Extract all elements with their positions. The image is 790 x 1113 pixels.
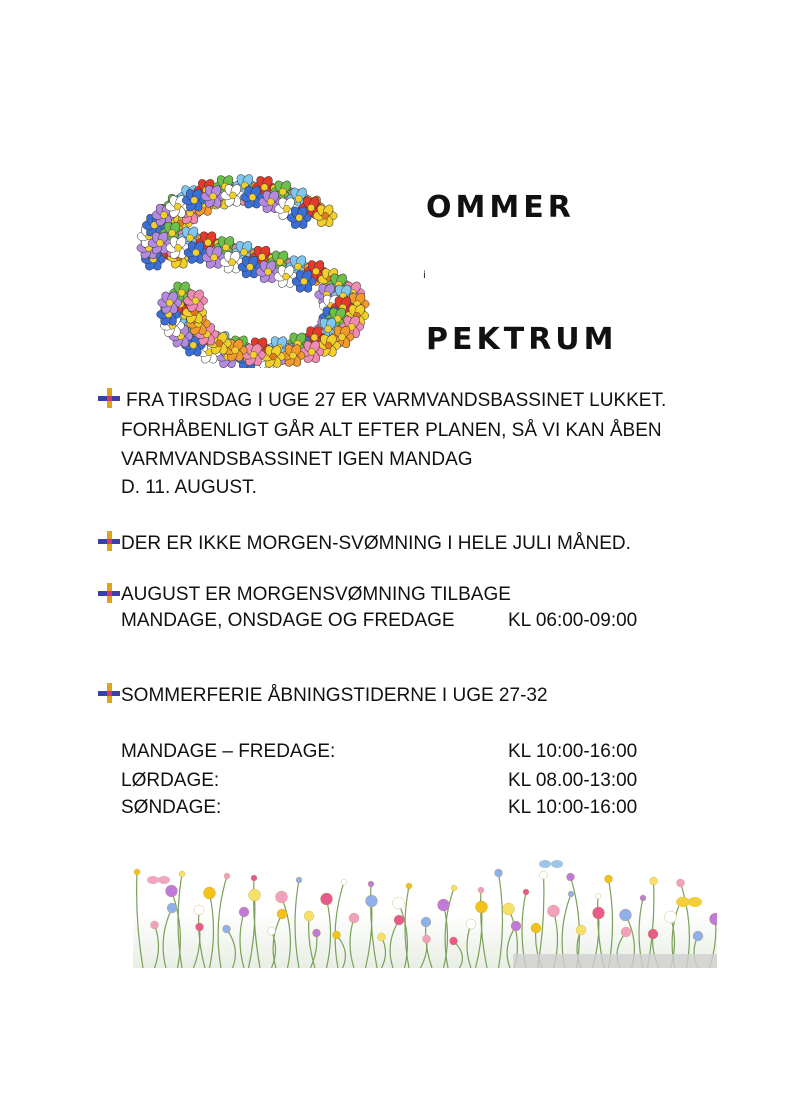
wildflower-icon — [605, 875, 613, 883]
hours-row-days: SØNDAGE: — [121, 797, 222, 818]
wildflower-icon — [249, 889, 261, 901]
wildflower-icon — [224, 873, 230, 879]
wildflower-icon — [378, 933, 386, 941]
wildflower-icon — [451, 885, 457, 891]
wildflower-icon — [394, 915, 404, 925]
wildflower-icon — [366, 895, 378, 907]
wildflower-icon — [523, 889, 529, 895]
wildflower-icon — [204, 887, 216, 899]
wildflower-icon — [640, 895, 646, 901]
bullet-cross-icon — [98, 388, 120, 408]
wildflower-icon — [423, 935, 431, 943]
hours-row-days: MANDAGE – FREDAGE: — [121, 741, 336, 762]
wildflower-icon — [665, 911, 677, 923]
wildflower-icon — [166, 885, 178, 897]
wildflower-icon — [693, 931, 703, 941]
title-i: i — [423, 270, 426, 281]
title-sommer: OMMER — [426, 190, 575, 225]
notice4-heading: SOMMERFERIE ÅBNINGSTIDERNE I UGE 27-32 — [121, 685, 548, 706]
wildflower-icon — [134, 869, 140, 875]
wildflower-icon — [621, 927, 631, 937]
wildflower-icon — [531, 923, 541, 933]
wildflower-icon — [167, 903, 177, 913]
notice1-line3: VARMVANDSBASSINET IGEN MANDAG — [121, 449, 473, 470]
wildflower-icon — [567, 873, 575, 881]
wildflower-icon — [568, 891, 574, 897]
wildflower-icon — [406, 883, 412, 889]
wildflower-icon — [268, 927, 276, 935]
wildflower-icon — [321, 893, 333, 905]
wildflower-icon — [476, 901, 488, 913]
wildflower-icon — [239, 907, 249, 917]
hours-row-time: KL 08.00-13:00 — [508, 770, 638, 791]
wildflower-icon — [304, 911, 314, 921]
wildflower-icon — [620, 909, 632, 921]
wildflower-meadow-illustration — [133, 852, 717, 968]
wildflower-icon — [251, 875, 257, 881]
wildflower-icon — [276, 891, 288, 903]
wildflower-icon — [341, 879, 347, 885]
hours-row-time: KL 10:00-16:00 — [508, 797, 638, 818]
butterfly-icon — [539, 860, 563, 868]
wildflower-icon — [313, 929, 321, 937]
wildflower-icon — [576, 925, 586, 935]
wildflower-icon — [540, 871, 548, 879]
wildflower-icon — [548, 905, 560, 917]
wildflower-icon — [151, 921, 159, 929]
wildflower-icon — [349, 913, 359, 923]
notice3-line1: AUGUST ER MORGENSVØMNING TILBAGE — [121, 584, 511, 605]
wildflower-icon — [194, 905, 204, 915]
bullet-cross-icon — [98, 531, 120, 551]
notice3-time: KL 06:00-09:00 — [508, 610, 638, 631]
wildflower-icon — [648, 929, 658, 939]
wildflower-icon — [650, 877, 658, 885]
flower-letter-s-illustration — [112, 163, 408, 368]
wildflower-icon — [333, 931, 341, 939]
wildflower-icon — [466, 919, 476, 929]
hours-row-time: KL 10:00-16:00 — [508, 741, 638, 762]
wildflower-icon — [495, 869, 503, 877]
wildflower-icon — [438, 899, 450, 911]
notice3-days: MANDAGE, ONSDAGE OG FREDAGE — [121, 610, 455, 631]
wildflower-icon — [677, 879, 685, 887]
hours-row-days: LØRDAGE: — [121, 770, 220, 791]
notice1-line4: D. 11. AUGUST. — [121, 477, 257, 498]
notice1-line2: FORHÅBENLIGT GÅR ALT EFTER PLANEN, SÅ VI KAN ÅBEN — [121, 420, 662, 441]
notice2-text: DER ER IKKE MORGEN-SVØMNING I HELE JULI MÅNED. — [121, 533, 631, 554]
title-pektrum: PEKTRUM — [426, 322, 618, 357]
wildflower-icon — [196, 923, 204, 931]
wildflower-icon — [593, 907, 605, 919]
wildflower-icon — [223, 925, 231, 933]
wildflower-icon — [368, 881, 374, 887]
wildflower-icon — [179, 871, 185, 877]
butterfly-icon — [676, 897, 702, 907]
bullet-cross-icon — [98, 683, 120, 703]
wildflower-icon — [277, 909, 287, 919]
bullet-cross-icon — [98, 583, 120, 603]
wildflower-icon — [478, 887, 484, 893]
wildflower-icon — [393, 897, 405, 909]
wildflower-icon — [450, 937, 458, 945]
wildflower-icon — [421, 917, 431, 927]
wildflower-icon — [503, 903, 515, 915]
wildflower-icon — [296, 877, 302, 883]
notice1-line1: FRA TIRSDAG I UGE 27 ER VARMVANDSBASSINET LUKKET. — [126, 390, 667, 411]
wildflower-icon — [595, 893, 601, 899]
wildflower-icon — [511, 921, 521, 931]
butterfly-icon — [147, 876, 170, 884]
